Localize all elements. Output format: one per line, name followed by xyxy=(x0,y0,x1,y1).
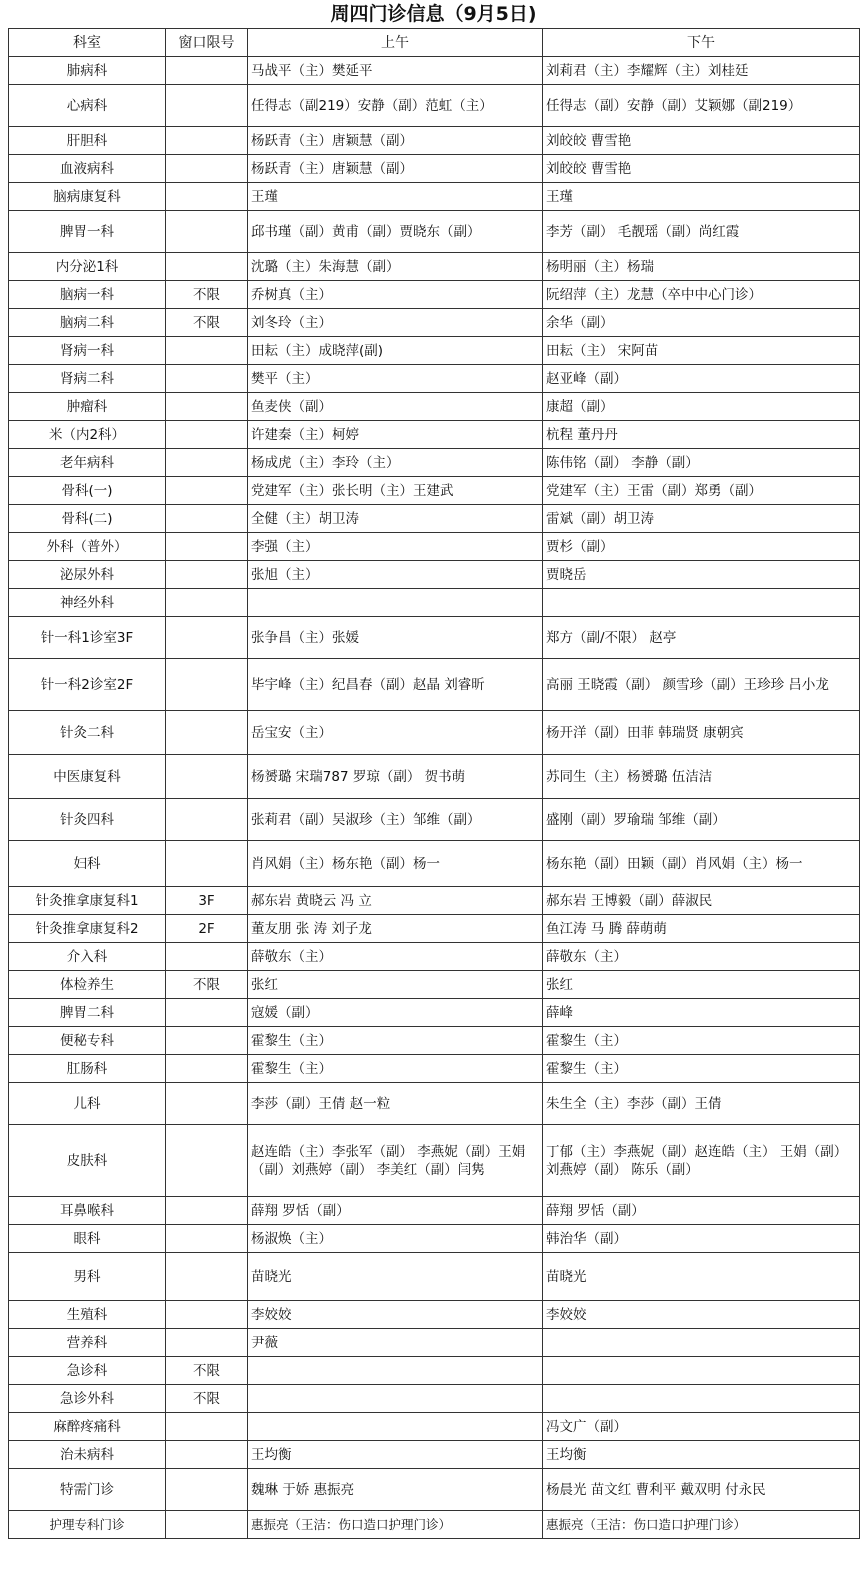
cell-dept: 外科（普外） xyxy=(9,533,166,561)
cell-morning: 薛敬东（主） xyxy=(248,943,543,971)
cell-morning: 李姣姣 xyxy=(248,1301,543,1329)
table-row xyxy=(9,999,860,1027)
cell-morning: 李莎（副）王倩 赵一粒 xyxy=(248,1083,543,1125)
cell-window-limit xyxy=(166,365,248,393)
table-row xyxy=(9,57,860,85)
cell-dept: 急诊科 xyxy=(9,1357,166,1385)
cell-afternoon: 刘皎皎 曹雪艳 xyxy=(543,127,860,155)
cell-morning: 邱书瑾（副）黄甫（副）贾晓东（副） xyxy=(248,211,543,253)
cell-morning: 薛翔 罗恬（副） xyxy=(248,1197,543,1225)
cell-dept: 眼科 xyxy=(9,1225,166,1253)
table-row xyxy=(9,617,860,659)
cell-window-limit: 不限 xyxy=(166,309,248,337)
cell-afternoon: 霍黎生（主） xyxy=(543,1055,860,1083)
cell-afternoon: 雷斌（副）胡卫涛 xyxy=(543,505,860,533)
cell-window-limit: 3F xyxy=(166,887,248,915)
cell-dept: 中医康复科 xyxy=(9,755,166,799)
cell-morning: 尹薇 xyxy=(248,1329,543,1357)
table-row xyxy=(9,943,860,971)
cell-afternoon xyxy=(543,1357,860,1385)
cell-dept: 特需门诊 xyxy=(9,1469,166,1511)
cell-afternoon: 霍黎生（主） xyxy=(543,1027,860,1055)
table-row xyxy=(9,1469,860,1511)
cell-window-limit xyxy=(166,505,248,533)
table-row xyxy=(9,449,860,477)
cell-window-limit xyxy=(166,337,248,365)
cell-afternoon: 惠振亮（王洁：伤口造口护理门诊） xyxy=(543,1511,860,1539)
cell-dept: 肾病一科 xyxy=(9,337,166,365)
cell-morning: 李强（主） xyxy=(248,533,543,561)
cell-morning: 苗晓光 xyxy=(248,1253,543,1301)
cell-window-limit xyxy=(166,57,248,85)
cell-morning: 樊平（主） xyxy=(248,365,543,393)
cell-morning: 霍黎生（主） xyxy=(248,1027,543,1055)
cell-morning: 王均衡 xyxy=(248,1441,543,1469)
cell-dept: 肛肠科 xyxy=(9,1055,166,1083)
cell-afternoon: 杨明丽（主）杨瑞 xyxy=(543,253,860,281)
cell-afternoon: 陈伟铭（副） 李静（副） xyxy=(543,449,860,477)
cell-dept: 针灸四科 xyxy=(9,799,166,841)
cell-window-limit xyxy=(166,1083,248,1125)
cell-afternoon: 丁郁（主）李燕妮（副）赵连皓（主） 王娟（副）刘燕婷（副） 陈乐（副） xyxy=(543,1125,860,1197)
cell-dept: 老年病科 xyxy=(9,449,166,477)
cell-morning: 全健（主）胡卫涛 xyxy=(248,505,543,533)
cell-afternoon: 任得志（副）安静（副）艾颖娜（副219） xyxy=(543,85,860,127)
cell-window-limit: 2F xyxy=(166,915,248,943)
table-row xyxy=(9,1441,860,1469)
table-row xyxy=(9,253,860,281)
cell-window-limit xyxy=(166,1125,248,1197)
cell-morning xyxy=(248,1413,543,1441)
cell-window-limit xyxy=(166,561,248,589)
cell-afternoon: 杭程 董丹丹 xyxy=(543,421,860,449)
cell-morning: 田耘（主）成晓萍(副) xyxy=(248,337,543,365)
cell-dept: 脑病康复科 xyxy=(9,183,166,211)
table-row xyxy=(9,1253,860,1301)
table-row xyxy=(9,393,860,421)
cell-afternoon: 薛敬东（主） xyxy=(543,943,860,971)
cell-morning: 杨跃青（主）唐颖慧（副） xyxy=(248,127,543,155)
cell-morning: 张莉君（副）吴淑珍（主）邹维（副） xyxy=(248,799,543,841)
cell-window-limit xyxy=(166,943,248,971)
cell-afternoon: 贾晓岳 xyxy=(543,561,860,589)
table-row xyxy=(9,183,860,211)
table-row xyxy=(9,477,860,505)
cell-afternoon: 阮绍萍（主）龙慧（卒中中心门诊） xyxy=(543,281,860,309)
table-row xyxy=(9,365,860,393)
table-row xyxy=(9,915,860,943)
cell-dept: 治未病科 xyxy=(9,1441,166,1469)
cell-morning xyxy=(248,589,543,617)
cell-afternoon: 薛峰 xyxy=(543,999,860,1027)
cell-afternoon: 郑方（副/不限） 赵亭 xyxy=(543,617,860,659)
cell-morning: 张旭（主） xyxy=(248,561,543,589)
cell-morning: 党建军（主）张长明（主）王建武 xyxy=(248,477,543,505)
cell-dept: 血液病科 xyxy=(9,155,166,183)
cell-window-limit xyxy=(166,85,248,127)
cell-window-limit xyxy=(166,1469,248,1511)
cell-window-limit xyxy=(166,755,248,799)
cell-window-limit xyxy=(166,1413,248,1441)
cell-window-limit xyxy=(166,659,248,711)
cell-afternoon: 党建军（主）王雷（副）郑勇（副） xyxy=(543,477,860,505)
cell-dept: 妇科 xyxy=(9,841,166,887)
cell-window-limit xyxy=(166,1055,248,1083)
cell-dept: 泌尿外科 xyxy=(9,561,166,589)
table-row xyxy=(9,1083,860,1125)
cell-afternoon xyxy=(543,589,860,617)
cell-window-limit xyxy=(166,477,248,505)
cell-morning: 刘冬玲（主） xyxy=(248,309,543,337)
cell-afternoon xyxy=(543,1385,860,1413)
table-row xyxy=(9,155,860,183)
table-row xyxy=(9,533,860,561)
cell-dept: 麻醉疼痛科 xyxy=(9,1413,166,1441)
table-row xyxy=(9,1055,860,1083)
header-window: 窗口限号 xyxy=(166,29,248,57)
cell-dept: 脾胃二科 xyxy=(9,999,166,1027)
cell-dept: 男科 xyxy=(9,1253,166,1301)
cell-morning: 惠振亮（王洁：伤口造口护理门诊） xyxy=(248,1511,543,1539)
table-row xyxy=(9,85,860,127)
cell-afternoon: 薛翔 罗恬（副） xyxy=(543,1197,860,1225)
cell-dept: 肝胆科 xyxy=(9,127,166,155)
cell-window-limit xyxy=(166,211,248,253)
cell-morning: 肖风娟（主）杨东艳（副）杨一 xyxy=(248,841,543,887)
page-title: 周四门诊信息（9月5日) xyxy=(330,3,537,25)
table-row xyxy=(9,1385,860,1413)
clinic-schedule-table xyxy=(8,28,860,1539)
table-row xyxy=(9,1511,860,1539)
cell-dept: 米（内2科） xyxy=(9,421,166,449)
cell-morning: 杨成虎（主）李玲（主） xyxy=(248,449,543,477)
table-row xyxy=(9,1329,860,1357)
header-am: 上午 xyxy=(248,29,543,57)
cell-afternoon: 郝东岩 王博毅（副）薛淑民 xyxy=(543,887,860,915)
cell-window-limit xyxy=(166,617,248,659)
cell-morning xyxy=(248,1385,543,1413)
cell-dept: 儿科 xyxy=(9,1083,166,1125)
cell-dept: 针灸推拿康复科2 xyxy=(9,915,166,943)
cell-dept: 骨科(二) xyxy=(9,505,166,533)
cell-afternoon: 王均衡 xyxy=(543,1441,860,1469)
cell-dept: 针一科2诊室2F xyxy=(9,659,166,711)
cell-afternoon: 王瑾 xyxy=(543,183,860,211)
table-row xyxy=(9,211,860,253)
cell-dept: 肿瘤科 xyxy=(9,393,166,421)
cell-window-limit: 不限 xyxy=(166,971,248,999)
table-row xyxy=(9,755,860,799)
cell-morning: 董友朋 张 涛 刘子龙 xyxy=(248,915,543,943)
table-row xyxy=(9,659,860,711)
cell-morning: 郝东岩 黄晓云 冯 立 xyxy=(248,887,543,915)
cell-morning: 张红 xyxy=(248,971,543,999)
cell-dept: 便秘专科 xyxy=(9,1027,166,1055)
cell-afternoon: 贾杉（副） xyxy=(543,533,860,561)
cell-afternoon: 赵亚峰（副） xyxy=(543,365,860,393)
table-row xyxy=(9,1301,860,1329)
header-dept: 科室 xyxy=(9,29,166,57)
table-header-row xyxy=(9,29,860,57)
cell-afternoon: 余华（副） xyxy=(543,309,860,337)
cell-dept: 介入科 xyxy=(9,943,166,971)
cell-window-limit xyxy=(166,253,248,281)
cell-dept: 内分泌1科 xyxy=(9,253,166,281)
cell-morning: 霍黎生（主） xyxy=(248,1055,543,1083)
table-row xyxy=(9,421,860,449)
cell-afternoon: 朱生全（主）李莎（副）王倩 xyxy=(543,1083,860,1125)
table-row xyxy=(9,127,860,155)
cell-afternoon: 韩治华（副） xyxy=(543,1225,860,1253)
cell-window-limit xyxy=(166,999,248,1027)
cell-window-limit xyxy=(166,155,248,183)
cell-dept: 生殖科 xyxy=(9,1301,166,1329)
cell-morning: 沈璐（主）朱海慧（副） xyxy=(248,253,543,281)
cell-morning: 杨赟璐 宋瑞787 罗琼（副） 贺书萌 xyxy=(248,755,543,799)
table-row xyxy=(9,337,860,365)
cell-morning: 鱼麦侠（副） xyxy=(248,393,543,421)
cell-window-limit xyxy=(166,1253,248,1301)
table-row xyxy=(9,1413,860,1441)
cell-dept: 急诊外科 xyxy=(9,1385,166,1413)
cell-morning: 杨跃青（主）唐颖慧（副） xyxy=(248,155,543,183)
cell-morning: 杨淑焕（主） xyxy=(248,1225,543,1253)
cell-afternoon: 田耘（主） 宋阿苗 xyxy=(543,337,860,365)
cell-afternoon: 李姣姣 xyxy=(543,1301,860,1329)
table-row xyxy=(9,887,860,915)
header-pm: 下午 xyxy=(543,29,860,57)
cell-afternoon: 李芳（副） 毛靓瑶（副）尚红霞 xyxy=(543,211,860,253)
cell-dept: 护理专科门诊 xyxy=(9,1511,166,1539)
cell-window-limit: 不限 xyxy=(166,281,248,309)
cell-afternoon: 苗晓光 xyxy=(543,1253,860,1301)
table-row xyxy=(9,841,860,887)
cell-window-limit xyxy=(166,711,248,755)
cell-morning: 任得志（副219）安静（副）范虹（主） xyxy=(248,85,543,127)
cell-dept: 肾病二科 xyxy=(9,365,166,393)
cell-dept: 耳鼻喉科 xyxy=(9,1197,166,1225)
cell-morning: 魏琳 于娇 惠振亮 xyxy=(248,1469,543,1511)
table-row xyxy=(9,1125,860,1197)
cell-morning: 张争昌（主）张媛 xyxy=(248,617,543,659)
cell-window-limit xyxy=(166,799,248,841)
table-row xyxy=(9,1027,860,1055)
cell-window-limit xyxy=(166,1511,248,1539)
cell-window-limit xyxy=(166,449,248,477)
cell-morning: 毕宇峰（主）纪昌春（副）赵晶 刘睿昕 xyxy=(248,659,543,711)
cell-dept: 针灸推拿康复科1 xyxy=(9,887,166,915)
cell-dept: 脾胃一科 xyxy=(9,211,166,253)
table-row xyxy=(9,1357,860,1385)
cell-dept: 神经外科 xyxy=(9,589,166,617)
cell-dept: 针一科1诊室3F xyxy=(9,617,166,659)
cell-afternoon xyxy=(543,1329,860,1357)
cell-window-limit: 不限 xyxy=(166,1385,248,1413)
table-row xyxy=(9,505,860,533)
table-row xyxy=(9,711,860,755)
cell-window-limit xyxy=(166,589,248,617)
cell-dept: 骨科(一) xyxy=(9,477,166,505)
cell-window-limit xyxy=(166,1225,248,1253)
table-row xyxy=(9,281,860,309)
cell-dept: 脑病一科 xyxy=(9,281,166,309)
cell-afternoon: 杨开洋（副）田菲 韩瑞贤 康朝宾 xyxy=(543,711,860,755)
cell-morning: 乔树真（主） xyxy=(248,281,543,309)
cell-window-limit xyxy=(166,421,248,449)
cell-dept: 皮肤科 xyxy=(9,1125,166,1197)
cell-afternoon: 盛刚（副）罗瑜瑞 邹维（副） xyxy=(543,799,860,841)
cell-afternoon: 高丽 王晓霞（副） 颜雪珍（副）王珍珍 吕小龙 xyxy=(543,659,860,711)
cell-morning: 赵连皓（主）李张军（副） 李燕妮（副）王娟（副）刘燕婷（副） 李美红（副）闫隽 xyxy=(248,1125,543,1197)
cell-afternoon: 刘皎皎 曹雪艳 xyxy=(543,155,860,183)
cell-dept: 针灸二科 xyxy=(9,711,166,755)
cell-window-limit xyxy=(166,1027,248,1055)
cell-morning: 马战平（主）樊延平 xyxy=(248,57,543,85)
table-row xyxy=(9,799,860,841)
cell-afternoon: 康超（副） xyxy=(543,393,860,421)
cell-afternoon: 杨晨光 苗文红 曹利平 戴双明 付永民 xyxy=(543,1469,860,1511)
cell-dept: 营养科 xyxy=(9,1329,166,1357)
cell-afternoon: 冯文广（副） xyxy=(543,1413,860,1441)
cell-dept: 肺病科 xyxy=(9,57,166,85)
cell-dept: 体检养生 xyxy=(9,971,166,999)
cell-window-limit xyxy=(166,393,248,421)
cell-dept: 心病科 xyxy=(9,85,166,127)
cell-window-limit xyxy=(166,533,248,561)
cell-morning: 岳宝安（主） xyxy=(248,711,543,755)
cell-morning: 寇媛（副） xyxy=(248,999,543,1027)
cell-window-limit xyxy=(166,1441,248,1469)
cell-afternoon: 鱼江涛 马 腾 薛萌萌 xyxy=(543,915,860,943)
table-row xyxy=(9,1197,860,1225)
cell-morning: 许建秦（主）柯婷 xyxy=(248,421,543,449)
cell-afternoon: 苏同生（主）杨赟璐 伍洁洁 xyxy=(543,755,860,799)
cell-dept: 脑病二科 xyxy=(9,309,166,337)
cell-window-limit xyxy=(166,1329,248,1357)
cell-window-limit xyxy=(166,1301,248,1329)
table-row xyxy=(9,309,860,337)
cell-morning xyxy=(248,1357,543,1385)
cell-window-limit xyxy=(166,841,248,887)
cell-window-limit: 不限 xyxy=(166,1357,248,1385)
cell-afternoon: 杨东艳（副）田颖（副）肖风娟（主）杨一 xyxy=(543,841,860,887)
table-row xyxy=(9,561,860,589)
cell-afternoon: 张红 xyxy=(543,971,860,999)
cell-afternoon: 刘莉君（主）李耀辉（主）刘桂廷 xyxy=(543,57,860,85)
cell-window-limit xyxy=(166,183,248,211)
table-body xyxy=(9,57,860,1539)
cell-window-limit xyxy=(166,127,248,155)
cell-window-limit xyxy=(166,1197,248,1225)
table-row xyxy=(9,1225,860,1253)
table-row xyxy=(9,589,860,617)
cell-morning: 王瑾 xyxy=(248,183,543,211)
table-row xyxy=(9,971,860,999)
